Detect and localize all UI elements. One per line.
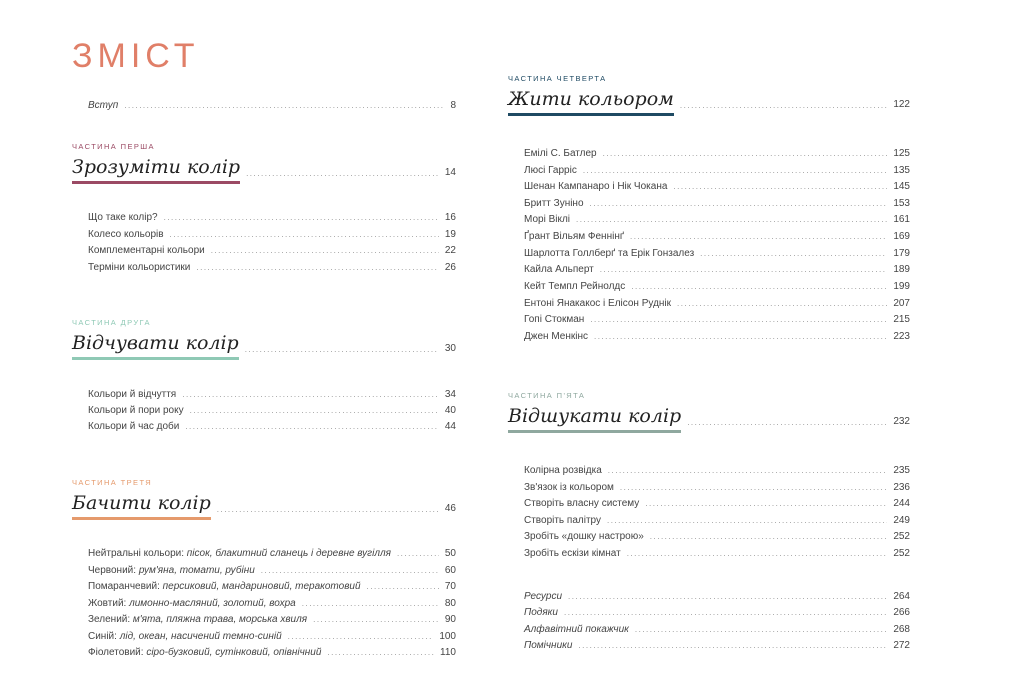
toc-entry[interactable] bbox=[88, 581, 456, 592]
toc-entry-label: Подяки bbox=[524, 607, 558, 618]
part-heading-text: Жити кольором bbox=[508, 88, 674, 116]
leader-dots bbox=[245, 345, 439, 354]
toc-entry-label: Кольори й пори року bbox=[88, 405, 184, 416]
toc-entry-page: 207 bbox=[893, 298, 910, 309]
page-title: ЗМІСТ bbox=[72, 36, 200, 75]
toc-entry[interactable] bbox=[88, 565, 456, 576]
toc-entry-label: Ґрант Вільям Феннінґ bbox=[524, 231, 624, 242]
toc-entry[interactable] bbox=[88, 245, 456, 256]
toc-entry-page: 22 bbox=[444, 245, 456, 256]
toc-entry-label: Шарлотта Голлберґ та Ерік Гонзалез bbox=[524, 248, 695, 259]
toc-entry-page: 90 bbox=[444, 614, 456, 625]
leader-dots bbox=[650, 532, 888, 541]
leader-dots bbox=[603, 149, 888, 158]
toc-entry[interactable] bbox=[524, 498, 910, 509]
toc-entry-page: 153 bbox=[893, 198, 910, 209]
part-1-heading[interactable] bbox=[72, 156, 456, 184]
toc-entry-label: Кайла Альперт bbox=[524, 264, 594, 275]
toc-entry-page: 8 bbox=[450, 100, 456, 111]
toc-entry-page: 145 bbox=[893, 181, 910, 192]
part-5-heading[interactable] bbox=[508, 405, 910, 433]
toc-entry[interactable] bbox=[524, 531, 910, 542]
part-heading-page: 14 bbox=[444, 167, 456, 178]
toc-entry-page: 60 bbox=[444, 565, 456, 576]
toc-entry-label: Помаранчевий: персиковий, мандариновий, теракотовий bbox=[88, 581, 361, 592]
toc-entry[interactable] bbox=[88, 212, 456, 223]
toc-entry-label: Алфавітний покажчик bbox=[524, 624, 629, 635]
toc-entry-label: Створіть власну систему bbox=[524, 498, 640, 509]
toc-entry[interactable] bbox=[88, 389, 456, 400]
leader-dots bbox=[600, 265, 888, 274]
toc-entry-page: 135 bbox=[893, 165, 910, 176]
part-2-label: ЧАСТИНА ДРУГА bbox=[72, 318, 151, 327]
leader-dots bbox=[607, 516, 887, 525]
toc-entry-label: Кейт Темпл Рейнолдс bbox=[524, 281, 626, 292]
leader-dots bbox=[288, 632, 434, 641]
toc-entry[interactable] bbox=[524, 198, 910, 209]
leader-dots bbox=[170, 230, 439, 239]
toc-entry[interactable] bbox=[88, 631, 456, 642]
toc-entry-label: Шенан Кампанаро і Нік Чокана bbox=[524, 181, 668, 192]
toc-entry-page: 110 bbox=[440, 647, 456, 658]
toc-entry-page: 26 bbox=[444, 262, 456, 273]
leader-dots bbox=[631, 282, 887, 291]
leader-dots bbox=[687, 418, 887, 427]
toc-entry-label: Вступ bbox=[88, 100, 119, 111]
part-3-label: ЧАСТИНА ТРЕТЯ bbox=[72, 478, 153, 487]
leader-dots bbox=[576, 215, 887, 224]
leader-dots bbox=[677, 299, 887, 308]
toc-entry-page: 161 bbox=[893, 214, 910, 225]
toc-entry-page: 125 bbox=[893, 148, 910, 159]
toc-entry[interactable] bbox=[524, 214, 910, 225]
part-heading-text: Відчувати колір bbox=[72, 332, 239, 360]
toc-entry[interactable] bbox=[524, 314, 910, 325]
toc-entry-page: 189 bbox=[893, 264, 910, 275]
part-4-heading[interactable] bbox=[508, 88, 910, 116]
toc-entry-page: 252 bbox=[893, 531, 910, 542]
toc-entry-page: 249 bbox=[893, 515, 910, 526]
toc-entry-page: 266 bbox=[893, 607, 910, 618]
toc-entry[interactable] bbox=[88, 421, 456, 432]
toc-entry[interactable] bbox=[524, 148, 910, 159]
toc-entry-intro[interactable] bbox=[88, 100, 456, 111]
toc-entry-label: Помічники bbox=[524, 640, 573, 651]
toc-entry[interactable] bbox=[88, 229, 456, 240]
toc-entry-label: Комплементарні кольори bbox=[88, 245, 205, 256]
toc-entry-page: 223 bbox=[893, 331, 910, 342]
leader-dots bbox=[564, 608, 887, 617]
leader-dots bbox=[196, 263, 439, 272]
toc-entry[interactable] bbox=[524, 281, 910, 292]
toc-entry[interactable] bbox=[524, 264, 910, 275]
toc-entry-label: Терміни кольористики bbox=[88, 262, 191, 273]
toc-entry-page: 34 bbox=[444, 389, 456, 400]
toc-entry-label: Жовтий: лимонно-масляний, золотий, вохра bbox=[88, 598, 296, 609]
toc-entry-label: Гопі Стокман bbox=[524, 314, 585, 325]
leader-dots bbox=[620, 483, 887, 492]
part-heading-page: 46 bbox=[444, 503, 456, 514]
toc-entry-page: 70 bbox=[444, 581, 456, 592]
toc-entry-page: 19 bbox=[444, 229, 456, 240]
toc-entry-contributors[interactable] bbox=[524, 640, 910, 651]
toc-entry[interactable] bbox=[88, 614, 456, 625]
leader-dots bbox=[313, 615, 439, 624]
toc-entry-page: 169 bbox=[893, 231, 910, 242]
leader-dots bbox=[217, 505, 439, 514]
leader-dots bbox=[367, 582, 439, 591]
leader-dots bbox=[700, 249, 887, 258]
part-heading-text: Бачити колір bbox=[72, 492, 211, 520]
toc-entry-label: Ресурси bbox=[524, 591, 563, 602]
toc-entry-label: Зв'язок із кольором bbox=[524, 482, 614, 493]
part-heading-page: 232 bbox=[893, 416, 910, 427]
part-1-label: ЧАСТИНА ПЕРША bbox=[72, 142, 155, 151]
toc-entry[interactable] bbox=[524, 165, 910, 176]
leader-dots bbox=[397, 549, 439, 558]
leader-dots bbox=[568, 592, 887, 601]
toc-entry-label: Джен Менкінс bbox=[524, 331, 588, 342]
toc-entry-label: Нейтральні кольори: пісок, блакитний сланець і деревне вугілля bbox=[88, 548, 391, 559]
part-2-heading[interactable] bbox=[72, 332, 456, 360]
toc-entry-page: 179 bbox=[893, 248, 910, 259]
toc-entry-resources[interactable] bbox=[524, 591, 910, 602]
toc-entry-label: Фіолетовий: сіро-бузковий, сутінковий, опівнічний bbox=[88, 647, 322, 658]
part-heading-page: 122 bbox=[893, 99, 910, 110]
leader-dots bbox=[124, 101, 444, 110]
leader-dots bbox=[635, 625, 887, 634]
toc-entry-page: 80 bbox=[444, 598, 456, 609]
toc-entry-label: Червоний: рум'яна, томати, рубіни bbox=[88, 565, 255, 576]
toc-entry-page: 199 bbox=[893, 281, 910, 292]
toc-entry-label: Зелений: м'ята, пляжна трава, морська хвиля bbox=[88, 614, 308, 625]
toc-entry-page: 244 bbox=[893, 498, 910, 509]
leader-dots bbox=[185, 422, 439, 431]
leader-dots bbox=[680, 101, 887, 110]
part-heading-text: Відшукати колір bbox=[508, 405, 681, 433]
leader-dots bbox=[590, 199, 888, 208]
toc-entry-page: 272 bbox=[893, 640, 910, 651]
toc-entry-label: Колірна розвідка bbox=[524, 465, 602, 476]
toc-entry-label: Колесо кольорів bbox=[88, 229, 164, 240]
toc-entry-label: Ентоні Янакакос і Елісон Руднік bbox=[524, 298, 672, 309]
toc-entry-label: Кольори й час доби bbox=[88, 421, 180, 432]
part-heading-page: 30 bbox=[444, 343, 456, 354]
toc-entry-label: Кольори й відчуття bbox=[88, 389, 177, 400]
toc-entry[interactable] bbox=[524, 515, 910, 526]
leader-dots bbox=[590, 315, 887, 324]
toc-entry[interactable] bbox=[524, 331, 910, 342]
toc-entry-page: 215 bbox=[893, 314, 910, 325]
leader-dots bbox=[594, 332, 887, 341]
toc-entry-page: 252 bbox=[893, 548, 910, 559]
toc-entry[interactable] bbox=[88, 647, 456, 658]
leader-dots bbox=[630, 232, 887, 241]
toc-entry-page: 40 bbox=[444, 405, 456, 416]
leader-dots bbox=[182, 390, 439, 399]
toc-entry-page: 235 bbox=[893, 465, 910, 476]
leader-dots bbox=[164, 213, 439, 222]
toc-entry-label: Створіть палітру bbox=[524, 515, 601, 526]
leader-dots bbox=[327, 648, 434, 657]
toc-entry-index[interactable] bbox=[524, 624, 910, 635]
part-3-heading[interactable] bbox=[72, 492, 456, 520]
toc-entry-label: Що таке колір? bbox=[88, 212, 158, 223]
toc-entry-label: Зробіть ескізи кімнат bbox=[524, 548, 621, 559]
toc-entry[interactable] bbox=[88, 548, 456, 559]
leader-dots bbox=[190, 406, 439, 415]
leader-dots bbox=[211, 246, 439, 255]
leader-dots bbox=[645, 499, 887, 508]
toc-entry-page: 236 bbox=[893, 482, 910, 493]
leader-dots bbox=[627, 549, 888, 558]
toc-entry-page: 44 bbox=[444, 421, 456, 432]
toc-entry-label: Зробіть «дошку настрою» bbox=[524, 531, 644, 542]
leader-dots bbox=[578, 641, 887, 650]
toc-entry[interactable] bbox=[524, 231, 910, 242]
toc-entry-page: 50 bbox=[444, 548, 456, 559]
toc-entry-label: Синій: лід, океан, насичений темно-синій bbox=[88, 631, 282, 642]
toc-entry-page: 100 bbox=[439, 631, 456, 642]
toc-entry[interactable] bbox=[88, 405, 456, 416]
toc-entry[interactable] bbox=[88, 598, 456, 609]
part-5-label: ЧАСТИНА П'ЯТА bbox=[508, 391, 586, 400]
toc-entry[interactable] bbox=[88, 262, 456, 273]
toc-entry[interactable] bbox=[524, 181, 910, 192]
leader-dots bbox=[608, 466, 888, 475]
part-heading-text: Зрозуміти колір bbox=[72, 156, 240, 184]
leader-dots bbox=[302, 599, 439, 608]
toc-entry-label: Морі Віклі bbox=[524, 214, 571, 225]
toc-entry[interactable] bbox=[524, 248, 910, 259]
toc-entry[interactable] bbox=[524, 465, 910, 476]
leader-dots bbox=[261, 566, 439, 575]
toc-entry-page: 16 bbox=[444, 212, 456, 223]
toc-entry-label: Емілі С. Батлер bbox=[524, 148, 597, 159]
toc-entry-page: 268 bbox=[893, 624, 910, 635]
leader-dots bbox=[673, 182, 887, 191]
toc-entry-label: Бритт Зуніно bbox=[524, 198, 584, 209]
toc-entry[interactable] bbox=[524, 548, 910, 559]
toc-entry-acknowledgements[interactable] bbox=[524, 607, 910, 618]
toc-entry-label: Люсі Гарріс bbox=[524, 165, 577, 176]
toc-entry-page: 264 bbox=[893, 591, 910, 602]
toc-entry[interactable] bbox=[524, 298, 910, 309]
toc-entry[interactable] bbox=[524, 482, 910, 493]
part-4-label: ЧАСТИНА ЧЕТВЕРТА bbox=[508, 74, 607, 83]
leader-dots bbox=[246, 169, 439, 178]
leader-dots bbox=[583, 166, 887, 175]
